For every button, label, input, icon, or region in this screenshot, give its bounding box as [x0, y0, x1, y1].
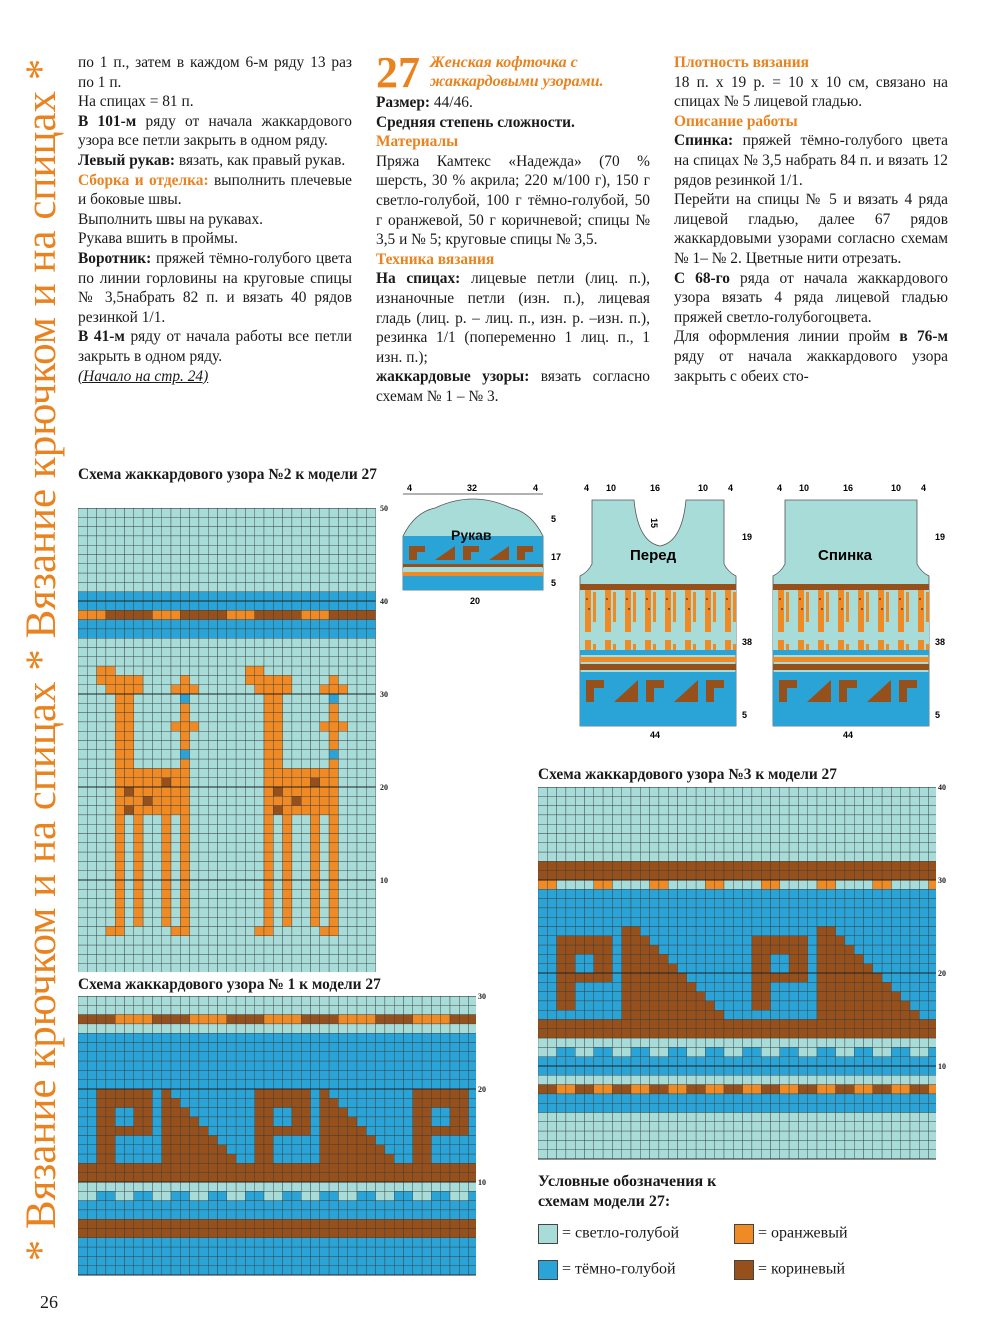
paragraph: Воротник: пряжей тёмно-голубого цвета по линии горловины на круговые спицы № 3,5набрать 82 п. и вязать 40 рядов резинкой 1/1.: [78, 249, 352, 326]
axis-label: 20: [478, 1085, 486, 1094]
axis-label: 20: [380, 783, 388, 792]
paragraph: Сборка и отделка: выполнить плечевые и боковые швы.: [78, 171, 352, 209]
legend-item: = кориневый: [734, 1260, 930, 1280]
axis-label: 30: [380, 690, 388, 699]
axis-label: 40: [938, 783, 946, 792]
swatch: [538, 1224, 558, 1244]
legend-title: Условные обозначения к схемам модели 27:: [538, 1173, 717, 1210]
text-column-1: [78, 53, 352, 386]
dimension-label: 5: [551, 578, 557, 588]
dimension-label: 5: [742, 710, 748, 720]
paragraph: по 1 п., затем в каждом 6-м ряду 13 раз по 1 п.: [78, 54, 352, 91]
paragraph: Выполнить швы на рукавах.: [78, 210, 264, 228]
density-text: 18 п. х 19 р. = 10 х 10 см, связано на спицах № 5 лицевой гладью.: [674, 73, 948, 111]
scheme-3-grid: [538, 787, 936, 1160]
axis-label: 10: [380, 876, 388, 885]
swatch: [734, 1224, 754, 1244]
sleeve-pattern: [403, 483, 561, 606]
dimension-label: 20: [470, 596, 481, 606]
dimension-label: 19: [935, 532, 946, 542]
model-heading: [376, 53, 650, 93]
dimension-label: 4: [921, 483, 927, 493]
paragraph: В 41-м ряду от начала работы все петли закрыть в одном ряду.: [78, 328, 352, 365]
dimension-label: 15: [649, 518, 659, 529]
dimension-label: 16: [843, 483, 854, 493]
side-banner-text: * Вязание крючком и на спицах * Вязание крючком и на спицах *: [17, 58, 65, 1262]
model-title: Женская кофточка с жаккардовыми узорами.: [430, 54, 604, 90]
dimension-label: 44: [650, 730, 661, 740]
garment-patterns: [395, 480, 955, 742]
legend-item: = светло-голубой: [538, 1224, 734, 1244]
dimension-label: 32: [467, 483, 478, 493]
dimension-label: 10: [698, 483, 709, 493]
dimension-label: 10: [891, 483, 902, 493]
back-pattern: [773, 483, 945, 740]
paragraph: Левый рукав: вязать, как правый рукав.: [78, 151, 346, 169]
axis-label: 20: [938, 969, 946, 978]
dimension-label: 5: [935, 710, 941, 720]
technique-heading: Техника вязания: [376, 250, 495, 268]
scheme-2-title: Схема жаккардового узора №2 к модели 27: [78, 466, 377, 483]
scheme-3-title: Схема жаккардового узора №3 к модели 27: [538, 766, 837, 783]
front-pattern: [580, 483, 752, 740]
legend-item: = тёмно-голубой: [538, 1260, 734, 1280]
scheme-1-title: Схема жаккардового узора № 1 к модели 27: [78, 976, 381, 993]
paragraph: В 101-м ряду от начала жаккардового узора все петли закрыть в одном ряду.: [78, 112, 352, 150]
paragraph: На спицах = 81 п.: [78, 93, 194, 111]
description-heading: Описание работы: [674, 112, 798, 130]
difficulty: Средняя степень сложности.: [376, 113, 575, 131]
axis-label: 50: [380, 504, 388, 513]
dimension-label: 10: [606, 483, 617, 493]
swatch: [538, 1260, 558, 1280]
dimension-label: 17: [551, 552, 562, 562]
paragraph: Спинка: пряжей тёмно-голубого цвета на спицах № 3,5 набрать 84 п. и вязать 12 рядов резинкой 1/1.: [674, 132, 948, 189]
dimension-label: 38: [935, 637, 946, 647]
axis-label: 40: [380, 597, 388, 606]
dimension-label: 4: [533, 483, 539, 493]
needles-text: На спицах: лицевые петли (лиц. п.), изнаночные петли (изн. п.), лицевая гладь (лиц. р. – лиц. п., изн. р. –изн. п.), резинка 1/1 (попеременно 1 лиц. п., 1 изн. п.);: [376, 270, 650, 366]
model-number: 27: [376, 53, 420, 93]
side-banner: [6, 30, 76, 1290]
scheme-2-grid: [78, 508, 376, 972]
dimension-label: 4: [728, 483, 734, 493]
axis-label: 30: [478, 992, 486, 1001]
dimension-label: 5: [551, 514, 557, 524]
scheme-1-grid: [78, 996, 476, 1276]
dimension-label: 4: [407, 483, 413, 493]
axis-label: 10: [478, 1178, 486, 1187]
dimension-label: 19: [742, 532, 753, 542]
dimension-label: 38: [742, 637, 753, 647]
materials-heading: Материалы: [376, 133, 459, 151]
front-label: Перед: [630, 547, 677, 564]
dimension-label: 4: [777, 483, 783, 493]
legend: [538, 1172, 958, 1280]
text-column-2: [376, 53, 650, 407]
dimension-label: 16: [650, 483, 661, 493]
paragraph: Для оформления линии пройм в 76-м ряду от начала жаккардового узора закрыть с обеих сто-: [674, 328, 948, 385]
density-heading: Плотность вязания: [674, 54, 809, 71]
paragraph: С 68-го ряда от начала жаккардового узора вязать 4 ряда лицевой гладью пряжей светло-голубогоцвета.: [674, 269, 949, 326]
back-label: Спинка: [818, 547, 873, 564]
sleeve-label: Рукав: [451, 527, 492, 543]
text-column-3: [674, 53, 948, 386]
materials-text: Пряжа Камтекс «Надежда» (70 % шерсть, 30 % акрила; 220 м/100 г), 150 г светло-голубой, 100 г тёмно-голубой, 50 г оранжевой, 50 г коричневой; спицы № 3,5 и № 5; круговые спицы № 3,5.: [376, 152, 650, 249]
dimension-label: 4: [584, 483, 590, 493]
swatch: [734, 1260, 754, 1280]
paragraph: Рукава вшить в проймы.: [78, 230, 238, 248]
dimension-label: 10: [799, 483, 810, 493]
legend-item: = оранжевый: [734, 1224, 930, 1244]
dimension-label: 44: [843, 730, 854, 740]
axis-label: 10: [938, 1062, 946, 1071]
jacquard-text: жаккардовые узоры: вязать согласно схемам № 1 – № 3.: [376, 368, 650, 405]
paragraph: Перейти на спицы № 5 и вязать 4 ряда лицевой гладью, далее 67 рядов жаккардовыми узорами согласно схемам № 1– № 2. Цветные нити отрезать.: [674, 191, 948, 267]
size-line: Размер: 44/46.: [376, 94, 473, 111]
page-number: 26: [40, 1292, 58, 1312]
axis-label: 30: [938, 876, 946, 885]
page-reference: (Начало на стр. 24): [78, 367, 209, 385]
